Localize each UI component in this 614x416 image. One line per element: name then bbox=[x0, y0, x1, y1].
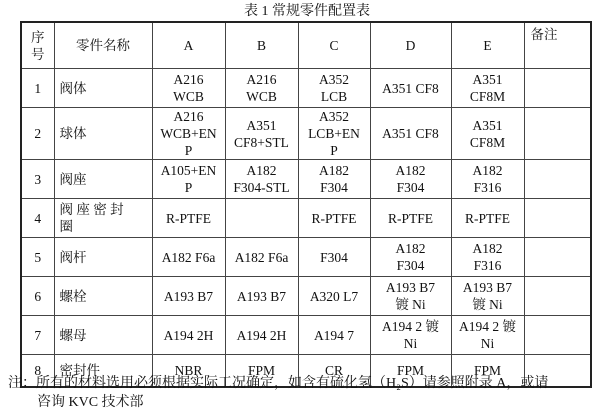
material-cell-e bbox=[451, 277, 524, 316]
part-name-cell: 密封件 bbox=[54, 355, 152, 388]
material-line: A193 B7 bbox=[385, 280, 436, 295]
material-cell-b bbox=[225, 316, 298, 355]
row-number: 4 bbox=[21, 199, 54, 238]
material-line: A352 bbox=[319, 72, 349, 87]
material-line: WCB bbox=[173, 89, 204, 104]
material-line: LCB+EN bbox=[308, 126, 360, 141]
material-line: A216 bbox=[173, 72, 204, 87]
material-cell-c bbox=[298, 316, 370, 355]
row-number: 7 bbox=[21, 316, 54, 355]
part-name-cell: 球体 bbox=[54, 108, 152, 160]
part-name-cell bbox=[54, 199, 152, 238]
table-row bbox=[21, 238, 591, 277]
material-line: CR bbox=[324, 363, 343, 378]
row-number: 6 bbox=[21, 277, 54, 316]
material-cell-e bbox=[451, 199, 524, 238]
material-line: A216 bbox=[173, 109, 204, 124]
part-name-cell: 螺母 bbox=[54, 316, 152, 355]
material-cell-e bbox=[451, 238, 524, 277]
header-col-d: D bbox=[370, 22, 451, 69]
material-line: LCB bbox=[320, 89, 348, 104]
material-line: F316 bbox=[473, 180, 502, 195]
part-name-line: 圈 bbox=[59, 219, 73, 234]
material-cell-b bbox=[225, 199, 298, 238]
footnote-line1: 注：所有的材料选用必须根据实际工况确定，如含有硫化氢（H₂S）请参照附录 A，或请 bbox=[8, 376, 549, 391]
header-col-c: C bbox=[298, 22, 370, 69]
material-cell-a bbox=[152, 69, 225, 108]
material-line: P bbox=[330, 143, 338, 158]
material-cell-a bbox=[152, 277, 225, 316]
material-line: A194 2H bbox=[236, 327, 287, 343]
material-line: A194 2 镀 bbox=[459, 319, 516, 334]
part-name-cell: 阀体 bbox=[54, 69, 152, 108]
header-seq bbox=[21, 22, 54, 69]
material-line: R-PTFE bbox=[311, 210, 357, 226]
material-cell-c bbox=[298, 160, 370, 199]
material-cell-d bbox=[370, 69, 451, 108]
material-line: A351 bbox=[472, 72, 503, 87]
material-line: F304 bbox=[320, 249, 348, 265]
material-line: F304 bbox=[396, 258, 425, 273]
material-line: A194 2H bbox=[163, 327, 214, 343]
parts-config-table bbox=[20, 21, 592, 388]
material-line: CF8+STL bbox=[234, 134, 289, 150]
row-number: 5 bbox=[21, 238, 54, 277]
material-line: A182 bbox=[395, 163, 426, 178]
material-line: A351 CF8 bbox=[382, 80, 439, 96]
material-line: A193 B7 bbox=[163, 288, 214, 304]
material-cell-c bbox=[298, 199, 370, 238]
material-cell-b bbox=[225, 160, 298, 199]
material-line: A351 CF8 bbox=[382, 126, 439, 141]
material-line: A193 B7 bbox=[236, 288, 287, 304]
table-row bbox=[21, 199, 591, 238]
part-name-cell: 螺栓 bbox=[54, 277, 152, 316]
table-row bbox=[21, 160, 591, 199]
material-line: F304 bbox=[320, 180, 348, 195]
remark-cell bbox=[524, 108, 591, 160]
material-line: A351 bbox=[472, 117, 503, 133]
header-col-b: B bbox=[225, 22, 298, 69]
material-line: A193 B7 bbox=[462, 280, 513, 295]
table-row bbox=[21, 316, 591, 355]
material-line: A182 bbox=[319, 163, 349, 178]
row-number: 1 bbox=[21, 69, 54, 108]
material-line: F304-STL bbox=[233, 180, 290, 195]
material-line: A182 bbox=[246, 163, 277, 178]
material-line: R-PTFE bbox=[387, 210, 433, 226]
header-col-a: A bbox=[152, 22, 225, 69]
material-cell-d bbox=[370, 316, 451, 355]
material-line: CF8M bbox=[469, 89, 506, 104]
remark-cell bbox=[524, 316, 591, 355]
remark-cell bbox=[524, 199, 591, 238]
remark-cell bbox=[524, 277, 591, 316]
material-cell-e bbox=[451, 160, 524, 199]
material-cell-c bbox=[298, 277, 370, 316]
header-row bbox=[21, 22, 591, 69]
material-line: A105+EN bbox=[160, 163, 217, 178]
material-line: A351 bbox=[246, 117, 277, 133]
material-line: R-PTFE bbox=[165, 210, 211, 226]
material-cell-b bbox=[225, 277, 298, 316]
material-line: P bbox=[184, 180, 193, 195]
material-cell-c bbox=[298, 69, 370, 108]
remark-cell bbox=[524, 160, 591, 199]
material-cell-b bbox=[225, 108, 298, 160]
material-line: Ni bbox=[480, 336, 495, 351]
material-line: WCB bbox=[246, 89, 277, 104]
material-line: A182 F6a bbox=[234, 249, 289, 265]
material-cell-d bbox=[370, 238, 451, 277]
material-cell-d bbox=[370, 160, 451, 199]
material-line: A194 7 bbox=[313, 327, 355, 343]
material-line: 镀 Ni bbox=[395, 297, 426, 312]
material-line: A182 F6a bbox=[161, 249, 216, 265]
remark-cell bbox=[524, 69, 591, 108]
material-cell-b bbox=[225, 238, 298, 277]
remark-cell bbox=[524, 238, 591, 277]
header-col-e: E bbox=[451, 22, 524, 69]
material-line: F304 bbox=[396, 180, 425, 195]
material-cell-a bbox=[152, 199, 225, 238]
material-cell-d bbox=[370, 199, 451, 238]
material-cell-a bbox=[152, 238, 225, 277]
material-line: F316 bbox=[473, 258, 502, 273]
material-line: A182 bbox=[395, 241, 426, 256]
header-seq-line2: 号 bbox=[31, 46, 45, 62]
part-name-line: 阀 座 密 封 bbox=[59, 202, 124, 217]
material-cell-e bbox=[451, 108, 524, 160]
material-line: 镀 Ni bbox=[472, 297, 503, 312]
row-number: 3 bbox=[21, 160, 54, 199]
header-seq-line1: 序 bbox=[31, 29, 45, 45]
table-row bbox=[21, 69, 591, 108]
material-cell-e bbox=[451, 316, 524, 355]
material-line: Ni bbox=[403, 336, 418, 351]
material-line: NBR bbox=[174, 363, 203, 378]
material-cell-c bbox=[298, 108, 370, 160]
row-number: 8 bbox=[21, 355, 54, 388]
material-line: A216 bbox=[246, 72, 277, 87]
material-line: A352 bbox=[319, 109, 349, 124]
table-row bbox=[21, 108, 591, 160]
material-line: A320 L7 bbox=[309, 288, 359, 304]
part-name-cell: 阀杆 bbox=[54, 238, 152, 277]
material-line: CF8M bbox=[469, 134, 506, 150]
header-part-name: 零件名称 bbox=[54, 22, 152, 69]
footnote-line2: 咨询 KVC 技术部 bbox=[37, 395, 144, 410]
material-cell-e bbox=[451, 69, 524, 108]
material-line: FPM bbox=[247, 363, 276, 378]
table-body bbox=[21, 22, 591, 387]
material-cell-d bbox=[370, 108, 451, 160]
material-cell-a bbox=[152, 160, 225, 199]
table-caption: 表 1 常规零件配置表 bbox=[244, 4, 370, 19]
material-cell-a bbox=[152, 316, 225, 355]
material-cell-d bbox=[370, 277, 451, 316]
material-line: P bbox=[184, 143, 193, 158]
material-line: A182 bbox=[472, 163, 503, 178]
material-line: A194 2 镀 bbox=[382, 319, 439, 334]
material-line: WCB+EN bbox=[160, 126, 217, 141]
row-number: 2 bbox=[21, 108, 54, 160]
header-remarks: 备注 bbox=[524, 22, 591, 69]
material-cell-a bbox=[152, 108, 225, 160]
material-cell-b bbox=[225, 69, 298, 108]
material-line: R-PTFE bbox=[464, 210, 510, 226]
material-line: A182 bbox=[472, 241, 503, 256]
material-cell-c bbox=[298, 238, 370, 277]
material-line: FPM bbox=[473, 363, 502, 378]
part-name-cell: 阀座 bbox=[54, 160, 152, 199]
footnote bbox=[8, 374, 608, 412]
material-line: FPM bbox=[396, 363, 425, 378]
table-row bbox=[21, 277, 591, 316]
